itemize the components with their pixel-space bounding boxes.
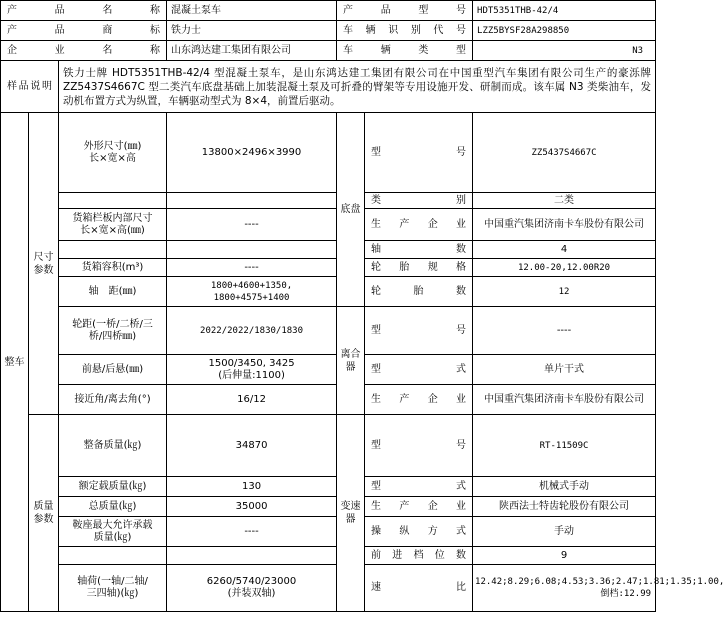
- model-label: 产品型号: [337, 1, 473, 21]
- param-value: ----: [167, 259, 337, 277]
- param-value: 16/12: [167, 385, 337, 415]
- mass-label: 鞍座最大允许承载 质量(㎏): [59, 517, 167, 547]
- clutch-label: 型 式: [365, 355, 473, 385]
- mass-label: 轴荷(一轴/二轴/ 三四轴)(㎏): [59, 565, 167, 612]
- param-label: 前悬/后悬(㎜): [59, 355, 167, 385]
- param-label: 接近角/离去角(°): [59, 385, 167, 415]
- section-mass-params: 质量参数: [29, 415, 59, 612]
- mass-value: 35000: [167, 497, 337, 517]
- param-value: 1800+4600+1350, 1800+4575+1400: [167, 277, 337, 307]
- sample-description: 铁力士牌 HDT5351THB-42/4 型混凝土泵车，是山东鸿达建工集团有限公司在中国重型汽车集团有限公司生产的豪泺牌 ZZ5437S4667C 型二类汽车底盘基础上加装混凝土泵及可折叠的臂架等专用设施开发、研制而成。该车属 N3 类柴油车，发动机布置方式为纵置，车辆驱动型式为 8×4，前置后驱动。: [59, 61, 656, 113]
- transmission-value: 陕西法士特齿轮股份有限公司: [473, 497, 656, 517]
- vehicle-type-label: 车辆类型: [337, 41, 473, 61]
- param-label: 货箱栏板内部尺寸 长×宽×高(㎜): [59, 209, 167, 241]
- param-label: 轮距(一桥/二桥/三 桥/四桥㎜): [59, 307, 167, 355]
- param-value: 2022/2022/1830/1830: [167, 307, 337, 355]
- param-value: 1500/3450, 3425 (后伸量:1100): [167, 355, 337, 385]
- mass-value: 34870: [167, 415, 337, 477]
- mass-label: 总质量(㎏): [59, 497, 167, 517]
- mass-label: 额定载质量(㎏): [59, 477, 167, 497]
- chassis-value: 12: [473, 277, 656, 307]
- product-name-value: 混凝土泵车: [167, 1, 337, 21]
- chassis-value: ZZ5437S4667C: [473, 113, 656, 193]
- param-label: [59, 193, 167, 209]
- clutch-label: 生产企业: [365, 385, 473, 415]
- param-label: 货箱容积(m³): [59, 259, 167, 277]
- transmission-value: 机械式手动: [473, 477, 656, 497]
- mass-value: [167, 547, 337, 565]
- transmission-value: 手动: [473, 517, 656, 547]
- transmission-label: 前进档位数: [365, 547, 473, 565]
- param-value: [167, 241, 337, 259]
- clutch-value: 单片干式: [473, 355, 656, 385]
- transmission-label: 生产企业: [365, 497, 473, 517]
- chassis-value: 中国重汽集团济南卡车股份有限公司: [473, 209, 656, 241]
- vehicle-type-value: N3: [473, 41, 656, 61]
- vin-label: 车辆识别代号: [337, 21, 473, 41]
- company-value: 山东鸿达建工集团有限公司: [167, 41, 337, 61]
- vin-value: LZZ5BYSF28A298850: [473, 21, 656, 41]
- mass-value: ----: [167, 517, 337, 547]
- transmission-value: 12.42;8.29;6.08;4.53;3.36;2.47;1.81;1.35;1.00, 倒档:12.99: [473, 565, 656, 612]
- chassis-label: 类 别: [365, 193, 473, 209]
- chassis-value: 12.00-20,12.00R20: [473, 259, 656, 277]
- mass-value: 130: [167, 477, 337, 497]
- mass-label: 整备质量(㎏): [59, 415, 167, 477]
- param-value: 13800×2496×3990: [167, 113, 337, 193]
- chassis-label: 生产企业: [365, 209, 473, 241]
- clutch-value: 中国重汽集团济南卡车股份有限公司: [473, 385, 656, 415]
- clutch-value: ----: [473, 307, 656, 355]
- chassis-value: 4: [473, 241, 656, 259]
- transmission-value: 9: [473, 547, 656, 565]
- section-transmission: 变速器: [337, 415, 365, 612]
- chassis-label: 轮胎规格: [365, 259, 473, 277]
- chassis-label: 轴 数: [365, 241, 473, 259]
- company-label: 企业名称: [1, 41, 167, 61]
- param-label: 外形尺寸(㎜) 长×宽×高: [59, 113, 167, 193]
- chassis-label: 型 号: [365, 113, 473, 193]
- param-value: [167, 193, 337, 209]
- transmission-label: 型 号: [365, 415, 473, 477]
- param-label: 轴 距(㎜): [59, 277, 167, 307]
- transmission-label: 速 比: [365, 565, 473, 612]
- brand-label: 产品商标: [1, 21, 167, 41]
- param-value: ----: [167, 209, 337, 241]
- model-value: HDT5351THB-42/4: [473, 1, 656, 21]
- mass-value: 6260/5740/23000 (并装双轴): [167, 565, 337, 612]
- transmission-value: RT-11509C: [473, 415, 656, 477]
- product-name-label: 产品名称: [1, 1, 167, 21]
- section-whole-vehicle: 整车: [1, 113, 29, 612]
- mass-label: [59, 547, 167, 565]
- param-label: [59, 241, 167, 259]
- transmission-label: 型 式: [365, 477, 473, 497]
- chassis-value: 二类: [473, 193, 656, 209]
- brand-value: 铁力士: [167, 21, 337, 41]
- section-clutch: 离合器: [337, 307, 365, 415]
- section-dimension-params: 尺寸参数: [29, 113, 59, 415]
- clutch-label: 型 号: [365, 307, 473, 355]
- section-chassis: 底盘: [337, 113, 365, 307]
- chassis-label: 轮 胎 数: [365, 277, 473, 307]
- sample-desc-label: 样品说明: [1, 61, 59, 113]
- transmission-label: 操纵方式: [365, 517, 473, 547]
